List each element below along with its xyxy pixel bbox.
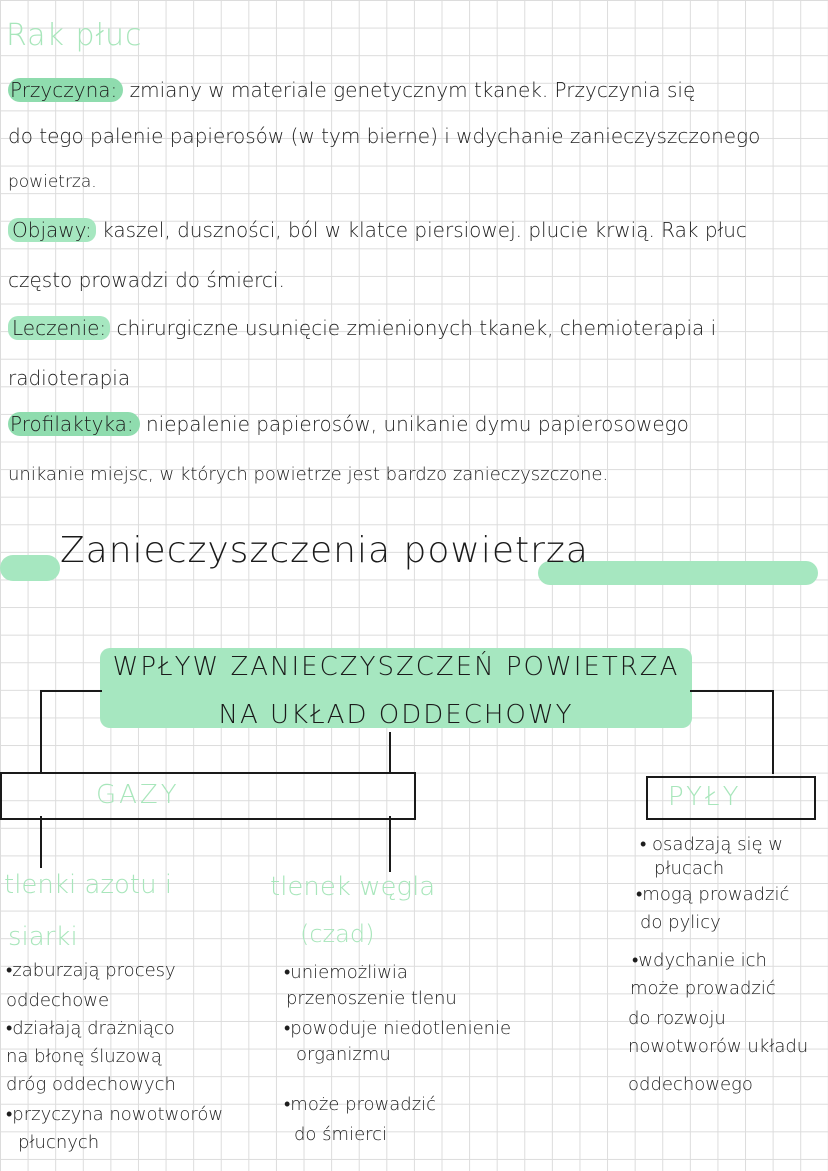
list-item: •uniemożliwia	[284, 962, 408, 983]
connector-line	[40, 690, 102, 692]
pyly-label: PYŁY	[668, 782, 742, 812]
list-item: •może prowadzić	[284, 1094, 437, 1115]
text-line-profilaktyka: Profilaktyka: niepalenie papierosów, unikanie dymu papierosowego	[10, 412, 689, 436]
text-line: unikanie miejsc, w których powietrze jest bardzo zanieczyszczone.	[8, 464, 609, 485]
column-title-siarki: siarki	[8, 922, 78, 952]
connector-line	[40, 690, 42, 774]
section-title: Zanieczyszczenia powietrza	[60, 530, 589, 571]
connector-line	[772, 690, 774, 774]
list-item: na błonę śluzową	[6, 1046, 162, 1067]
banner-line-1: WPŁYW ZANIECZYSZCZEŃ POWIETRZA	[112, 652, 680, 682]
label-przyczyna: Przyczyna:	[8, 78, 123, 102]
list-item: • osadzają się w	[640, 834, 783, 855]
text-line: często prowadzi do śmierci.	[8, 268, 285, 292]
page-title: Rak płuc	[6, 18, 143, 53]
highlight-bar	[0, 555, 60, 581]
list-item: do śmierci	[294, 1124, 388, 1145]
connector-line	[40, 816, 42, 868]
text-line-objawy: Objawy: kaszel, duszności, ból w klatce piersiowej. plucie krwią. Rak płuc	[8, 218, 747, 242]
list-item: organizmu	[296, 1044, 391, 1065]
column-subtitle-czad: (czad)	[300, 920, 375, 948]
text-line: do tego palenie papierosów (w tym bierne) i wdychanie zanieczyszczonego	[8, 124, 761, 148]
label-objawy: Objawy:	[8, 218, 96, 242]
list-item: •wdychanie ich	[632, 950, 767, 971]
list-item: oddechowe	[6, 990, 110, 1011]
gazy-box	[0, 772, 416, 820]
column-title-tlenek-wegla: tlenek węgla	[270, 872, 436, 902]
list-item: •zaburzają procesy	[6, 960, 176, 981]
list-item: płucach	[654, 858, 725, 879]
list-item: oddechowego	[628, 1074, 753, 1095]
column-title-tlenki-azotu: tlenki azotu i	[4, 870, 173, 900]
gazy-label: GAZY	[96, 780, 180, 810]
label-profilaktyka: Profilaktyka:	[8, 412, 140, 436]
list-item: •powoduje niedotlenienie	[284, 1018, 512, 1039]
list-item: dróg oddechowych	[6, 1074, 176, 1095]
list-item: •działają drażniąco	[6, 1018, 175, 1039]
list-item: •przyczyna nowotworów	[6, 1104, 224, 1125]
banner-line-2: NA UKŁAD ODDECHOWY	[218, 700, 574, 730]
list-item: •mogą prowadzić	[636, 884, 790, 905]
connector-line	[389, 816, 391, 872]
text-line: powietrza.	[8, 172, 97, 192]
connector-line	[389, 732, 391, 772]
text-line-leczenie: Leczenie: chirurgiczne usunięcie zmienionych tkanek, chemioterapia i	[8, 316, 716, 340]
list-item: nowotworów układu	[628, 1036, 809, 1057]
label-leczenie: Leczenie:	[8, 316, 110, 340]
text-line: radioterapia	[8, 366, 131, 390]
list-item: przenoszenie tlenu	[286, 988, 457, 1009]
list-item: płucnych	[18, 1132, 100, 1153]
text-line-przyczyna: Przyczyna: zmiany w materiale genetycznym tkanek. Przyczynia się	[10, 78, 696, 102]
connector-line	[690, 690, 774, 692]
list-item: do rozwoju	[628, 1008, 726, 1029]
list-item: może prowadzić	[630, 978, 776, 999]
list-item: do pylicy	[640, 912, 721, 933]
